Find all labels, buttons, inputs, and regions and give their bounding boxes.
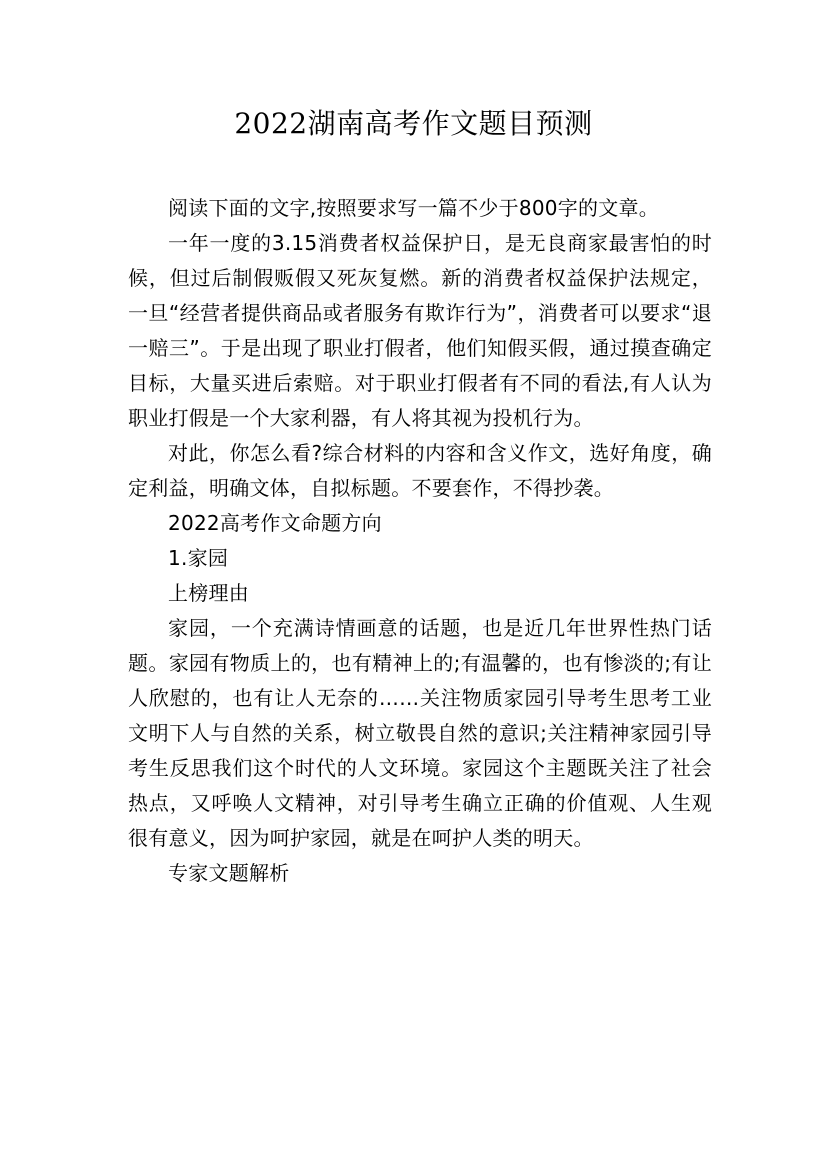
topic-heading: 1.家园 [168, 546, 229, 570]
document-body [128, 191, 712, 891]
reason-body-paragraph: 家园，一个充满诗情画意的话题，也是近几年世界性热门话题。家园有物质上的，也有精神上的;有温馨的，也有惨淡的;有让人欣慰的，也有让人无奈的……关注物质家园引导考生思考工业文明下人与自然的关系，树立敬畏自然的意识;关注精神家园引导考生反思我们这个时代的人文环境。家园这个主题既关注了社会热点，又呼唤人文精神，对引导考生确立正确的价值观、人生观很有意义，因为呵护家园，就是在呵护人类的明天。 [128, 616, 712, 850]
question-paragraph: 对此，你怎么看?综合材料的内容和含义作文，选好角度，确定利益，明确文体，自拟标题。不要套作，不得抄袭。 [128, 441, 712, 500]
material-paragraph: 一年一度的3.15消费者权益保护日，是无良商家最害怕的时候，但过后制假贩假又死灰复燃。新的消费者权益保护法规定，一旦“经营者提供商品或者服务有欺诈行为”，消费者可以要求“退一赔三”。于是出现了职业打假者，他们知假买假，通过摸查确定目标，大量买进后索赔。对于职业打假者有不同的看法,有人认为职业打假是一个大家利器，有人将其视为投机行为。 [128, 231, 712, 430]
reason-heading: 上榜理由 [168, 581, 249, 605]
analysis-heading: 专家文题解析 [168, 861, 290, 885]
instruction-paragraph: 阅读下面的文字,按照要求写一篇不少于800字的文章。 [168, 196, 660, 220]
direction-heading: 2022高考作文命题方向 [168, 511, 382, 535]
document-title: 2022湖南高考作文题目预测 [234, 107, 593, 140]
